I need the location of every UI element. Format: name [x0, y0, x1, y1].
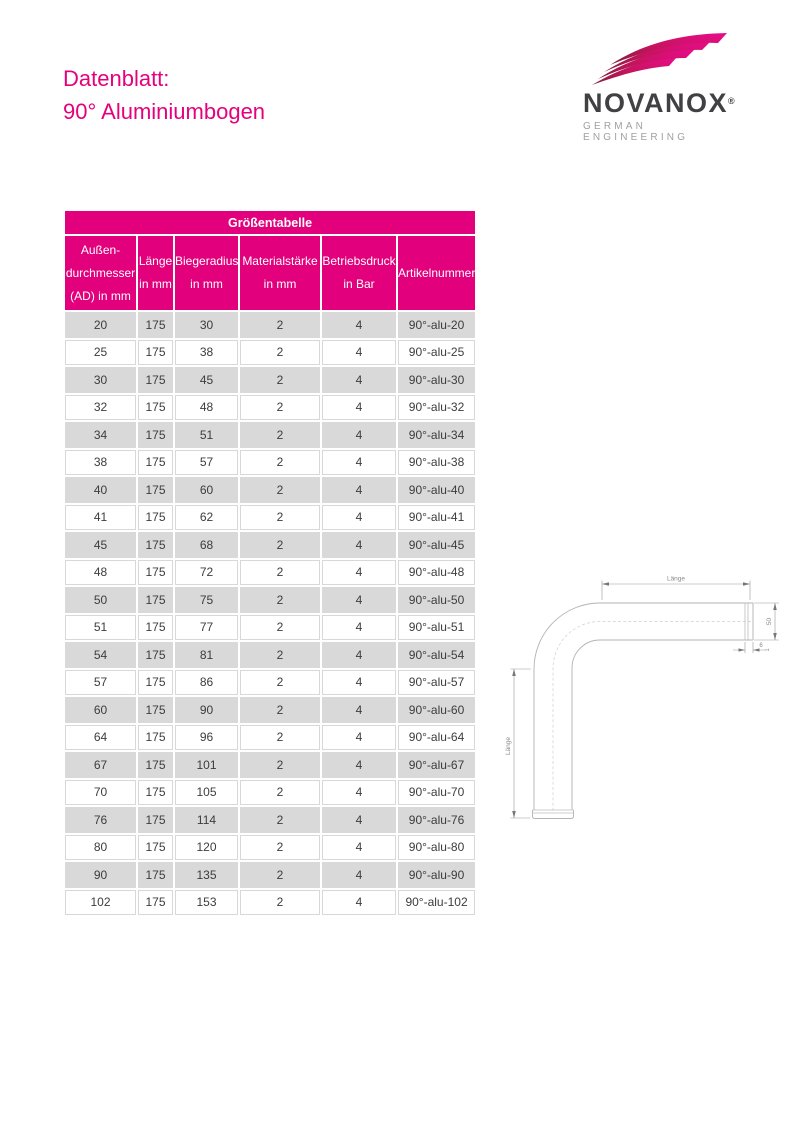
elbow-technical-drawing	[495, 560, 800, 852]
table-cell: 2	[240, 395, 320, 421]
table-cell: 2	[240, 835, 320, 861]
header-line: durchmesser	[65, 265, 136, 280]
page-title-line2: 90° Aluminiumbogen	[63, 99, 266, 124]
table-cell: 45	[175, 367, 238, 393]
table-cell: 4	[322, 890, 396, 916]
table-cell: 2	[240, 505, 320, 531]
table-row	[65, 862, 475, 888]
table-cell: 77	[175, 615, 238, 641]
table-cell: 2	[240, 532, 320, 558]
table-cell: 4	[322, 862, 396, 888]
header-line: Materialstärke	[242, 254, 318, 268]
table-cell: 72	[175, 560, 238, 586]
col-header-aussendurchmesser	[65, 236, 136, 310]
table-cell: 4	[322, 505, 396, 531]
table-row	[65, 615, 475, 641]
table-cell: 4	[322, 642, 396, 668]
table-cell: 30	[65, 367, 136, 393]
table-cell: 90°-alu-76	[398, 807, 475, 833]
table-row	[65, 642, 475, 668]
table-cell: 2	[240, 752, 320, 778]
table-cell: 90°-alu-48	[398, 560, 475, 586]
table-cell: 2	[240, 340, 320, 366]
page-title	[63, 62, 265, 128]
table-cell: 175	[138, 312, 173, 338]
header-line: in mm	[139, 277, 172, 291]
table-cell: 175	[138, 725, 173, 751]
table-cell: 90°-alu-60	[398, 697, 475, 723]
table-cell: 64	[65, 725, 136, 751]
table-cell: 2	[240, 670, 320, 696]
table-cell: 4	[322, 780, 396, 806]
table-cell: 4	[322, 340, 396, 366]
dim-label-laenge-left: Länge	[505, 736, 512, 756]
table-cell: 90°-alu-40	[398, 477, 475, 503]
table-cell: 51	[175, 422, 238, 448]
table-cell: 2	[240, 780, 320, 806]
table-cell: 90°-alu-38	[398, 450, 475, 476]
table-cell: 175	[138, 450, 173, 476]
novanox-logo	[583, 26, 753, 143]
table-cell: 90°-alu-51	[398, 615, 475, 641]
table-row	[65, 725, 475, 751]
dimension-bead	[733, 642, 771, 653]
table-cell: 38	[175, 340, 238, 366]
table-cell: 175	[138, 642, 173, 668]
table-cell: 175	[138, 477, 173, 503]
size-table	[63, 209, 477, 917]
table-cell: 48	[175, 395, 238, 421]
table-cell: 41	[65, 505, 136, 531]
table-cell: 90°-alu-25	[398, 340, 475, 366]
table-cell: 90°-alu-34	[398, 422, 475, 448]
table-cell: 90°-alu-64	[398, 725, 475, 751]
table-cell: 54	[65, 642, 136, 668]
logo-tagline: GERMAN ENGINEERING	[583, 121, 689, 143]
table-cell: 4	[322, 532, 396, 558]
table-row	[65, 752, 475, 778]
table-title-row	[65, 211, 475, 234]
table-row	[65, 670, 475, 696]
header-line: Betriebsdruck	[322, 254, 396, 268]
table-cell: 75	[175, 587, 238, 613]
logo-wordmark-text: NOVANOX	[583, 88, 729, 118]
table-cell: 2	[240, 477, 320, 503]
table-cell: 120	[175, 835, 238, 861]
table-cell: 2	[240, 422, 320, 448]
table-row	[65, 697, 475, 723]
table-cell: 32	[65, 395, 136, 421]
table-row	[65, 450, 475, 476]
table-cell: 38	[65, 450, 136, 476]
table-cell: 4	[322, 670, 396, 696]
table-cell: 4	[322, 835, 396, 861]
table-cell: 4	[322, 477, 396, 503]
logo-swoosh-icon	[589, 26, 729, 88]
table-header-row	[65, 236, 475, 310]
table-cell: 80	[65, 835, 136, 861]
header-line: in Bar	[343, 277, 375, 291]
table-cell: 2	[240, 697, 320, 723]
dim-label-small: 1	[765, 648, 771, 652]
table-cell: 105	[175, 780, 238, 806]
table-cell: 2	[240, 450, 320, 476]
header-line: Biegeradius	[175, 254, 239, 268]
header-line: Länge	[138, 254, 173, 268]
table-row	[65, 780, 475, 806]
table-row	[65, 422, 475, 448]
header-line: Artikelnummer	[398, 265, 476, 280]
table-cell: 25	[65, 340, 136, 366]
table-cell: 175	[138, 752, 173, 778]
table-cell: 2	[240, 862, 320, 888]
col-header-biegeradius	[175, 236, 238, 310]
table-cell: 2	[240, 312, 320, 338]
table-cell: 175	[138, 807, 173, 833]
table-cell: 90°-alu-50	[398, 587, 475, 613]
table-cell: 60	[175, 477, 238, 503]
table-cell: 62	[175, 505, 238, 531]
table-cell: 175	[138, 560, 173, 586]
pipe-centerline	[553, 622, 751, 813]
table-cell: 2	[240, 367, 320, 393]
table-cell: 20	[65, 312, 136, 338]
table-cell: 90°-alu-45	[398, 532, 475, 558]
table-cell: 76	[65, 807, 136, 833]
table-cell: 175	[138, 587, 173, 613]
table-cell: 4	[322, 312, 396, 338]
table-cell: 34	[65, 422, 136, 448]
table-cell: 4	[322, 615, 396, 641]
table-cell: 2	[240, 615, 320, 641]
table-cell: 4	[322, 450, 396, 476]
table-cell: 175	[138, 670, 173, 696]
table-row	[65, 560, 475, 586]
table-cell: 4	[322, 697, 396, 723]
table-cell: 4	[322, 422, 396, 448]
pipe-outline	[533, 603, 754, 819]
col-header-artikelnummer	[398, 236, 475, 310]
table-cell: 135	[175, 862, 238, 888]
logo-wordmark	[583, 90, 753, 116]
table-cell: 4	[322, 395, 396, 421]
table-cell: 175	[138, 367, 173, 393]
size-table-body	[65, 312, 475, 915]
table-cell: 2	[240, 725, 320, 751]
table-cell: 68	[175, 532, 238, 558]
table-cell: 175	[138, 890, 173, 916]
table-cell: 153	[175, 890, 238, 916]
table-cell: 2	[240, 807, 320, 833]
table-cell: 175	[138, 395, 173, 421]
table-cell: 175	[138, 532, 173, 558]
table-cell: 51	[65, 615, 136, 641]
table-cell: 90°-alu-54	[398, 642, 475, 668]
table-cell: 90°-alu-32	[398, 395, 475, 421]
table-row	[65, 807, 475, 833]
table-cell: 175	[138, 835, 173, 861]
header-line: in mm	[263, 277, 297, 291]
table-cell: 175	[138, 505, 173, 531]
header-line: in mm	[190, 277, 223, 291]
table-cell: 90°-alu-20	[398, 312, 475, 338]
table-cell: 4	[322, 587, 396, 613]
table-row	[65, 367, 475, 393]
table-cell: 90	[65, 862, 136, 888]
header-line: Außen-	[80, 242, 121, 257]
table-cell: 4	[322, 560, 396, 586]
table-cell: 2	[240, 587, 320, 613]
dim-label-bead: 6	[759, 643, 763, 649]
table-cell: 67	[65, 752, 136, 778]
page-title-line1: Datenblatt:	[63, 66, 170, 91]
dimension-diameter	[754, 603, 779, 640]
table-cell: 90°-alu-70	[398, 780, 475, 806]
table-cell: 90°-alu-67	[398, 752, 475, 778]
header-line: (AD) in mm	[70, 288, 131, 303]
table-cell: 96	[175, 725, 238, 751]
table-row	[65, 395, 475, 421]
table-title: Größentabelle	[65, 211, 475, 234]
table-cell: 4	[322, 752, 396, 778]
table-cell: 114	[175, 807, 238, 833]
table-cell: 4	[322, 725, 396, 751]
dimension-length-top	[602, 576, 750, 601]
table-cell: 40	[65, 477, 136, 503]
table-cell: 90°-alu-30	[398, 367, 475, 393]
col-header-laenge	[138, 236, 173, 310]
table-cell: 57	[65, 670, 136, 696]
table-row	[65, 587, 475, 613]
table-cell: 101	[175, 752, 238, 778]
table-cell: 102	[65, 890, 136, 916]
table-cell: 86	[175, 670, 238, 696]
table-cell: 90°-alu-57	[398, 670, 475, 696]
registered-mark: ®	[728, 96, 737, 106]
table-row	[65, 532, 475, 558]
table-cell: 50	[65, 587, 136, 613]
dimension-length-left	[505, 669, 531, 818]
table-cell: 90°-alu-41	[398, 505, 475, 531]
table-row	[65, 312, 475, 338]
table-cell: 4	[322, 367, 396, 393]
col-header-betriebsdruck	[322, 236, 396, 310]
table-cell: 70	[65, 780, 136, 806]
table-cell: 175	[138, 780, 173, 806]
table-cell: 30	[175, 312, 238, 338]
table-cell: 81	[175, 642, 238, 668]
table-cell: 2	[240, 890, 320, 916]
table-row	[65, 477, 475, 503]
table-cell: 4	[322, 807, 396, 833]
table-cell: 175	[138, 340, 173, 366]
table-cell: 90°-alu-80	[398, 835, 475, 861]
table-cell: 2	[240, 560, 320, 586]
table-cell: 57	[175, 450, 238, 476]
table-row	[65, 835, 475, 861]
table-row	[65, 340, 475, 366]
table-cell: 90°-alu-90	[398, 862, 475, 888]
table-cell: 45	[65, 532, 136, 558]
col-header-materialstaerke	[240, 236, 320, 310]
table-row	[65, 890, 475, 916]
table-cell: 90°-alu-102	[398, 890, 475, 916]
table-cell: 175	[138, 615, 173, 641]
table-cell: 175	[138, 422, 173, 448]
dim-label-diameter: 50	[766, 617, 773, 626]
table-cell: 48	[65, 560, 136, 586]
dim-label-laenge-top: Länge	[666, 575, 686, 583]
table-cell: 60	[65, 697, 136, 723]
table-cell: 90	[175, 697, 238, 723]
table-cell: 175	[138, 862, 173, 888]
table-cell: 2	[240, 642, 320, 668]
table-cell: 175	[138, 697, 173, 723]
table-row	[65, 505, 475, 531]
